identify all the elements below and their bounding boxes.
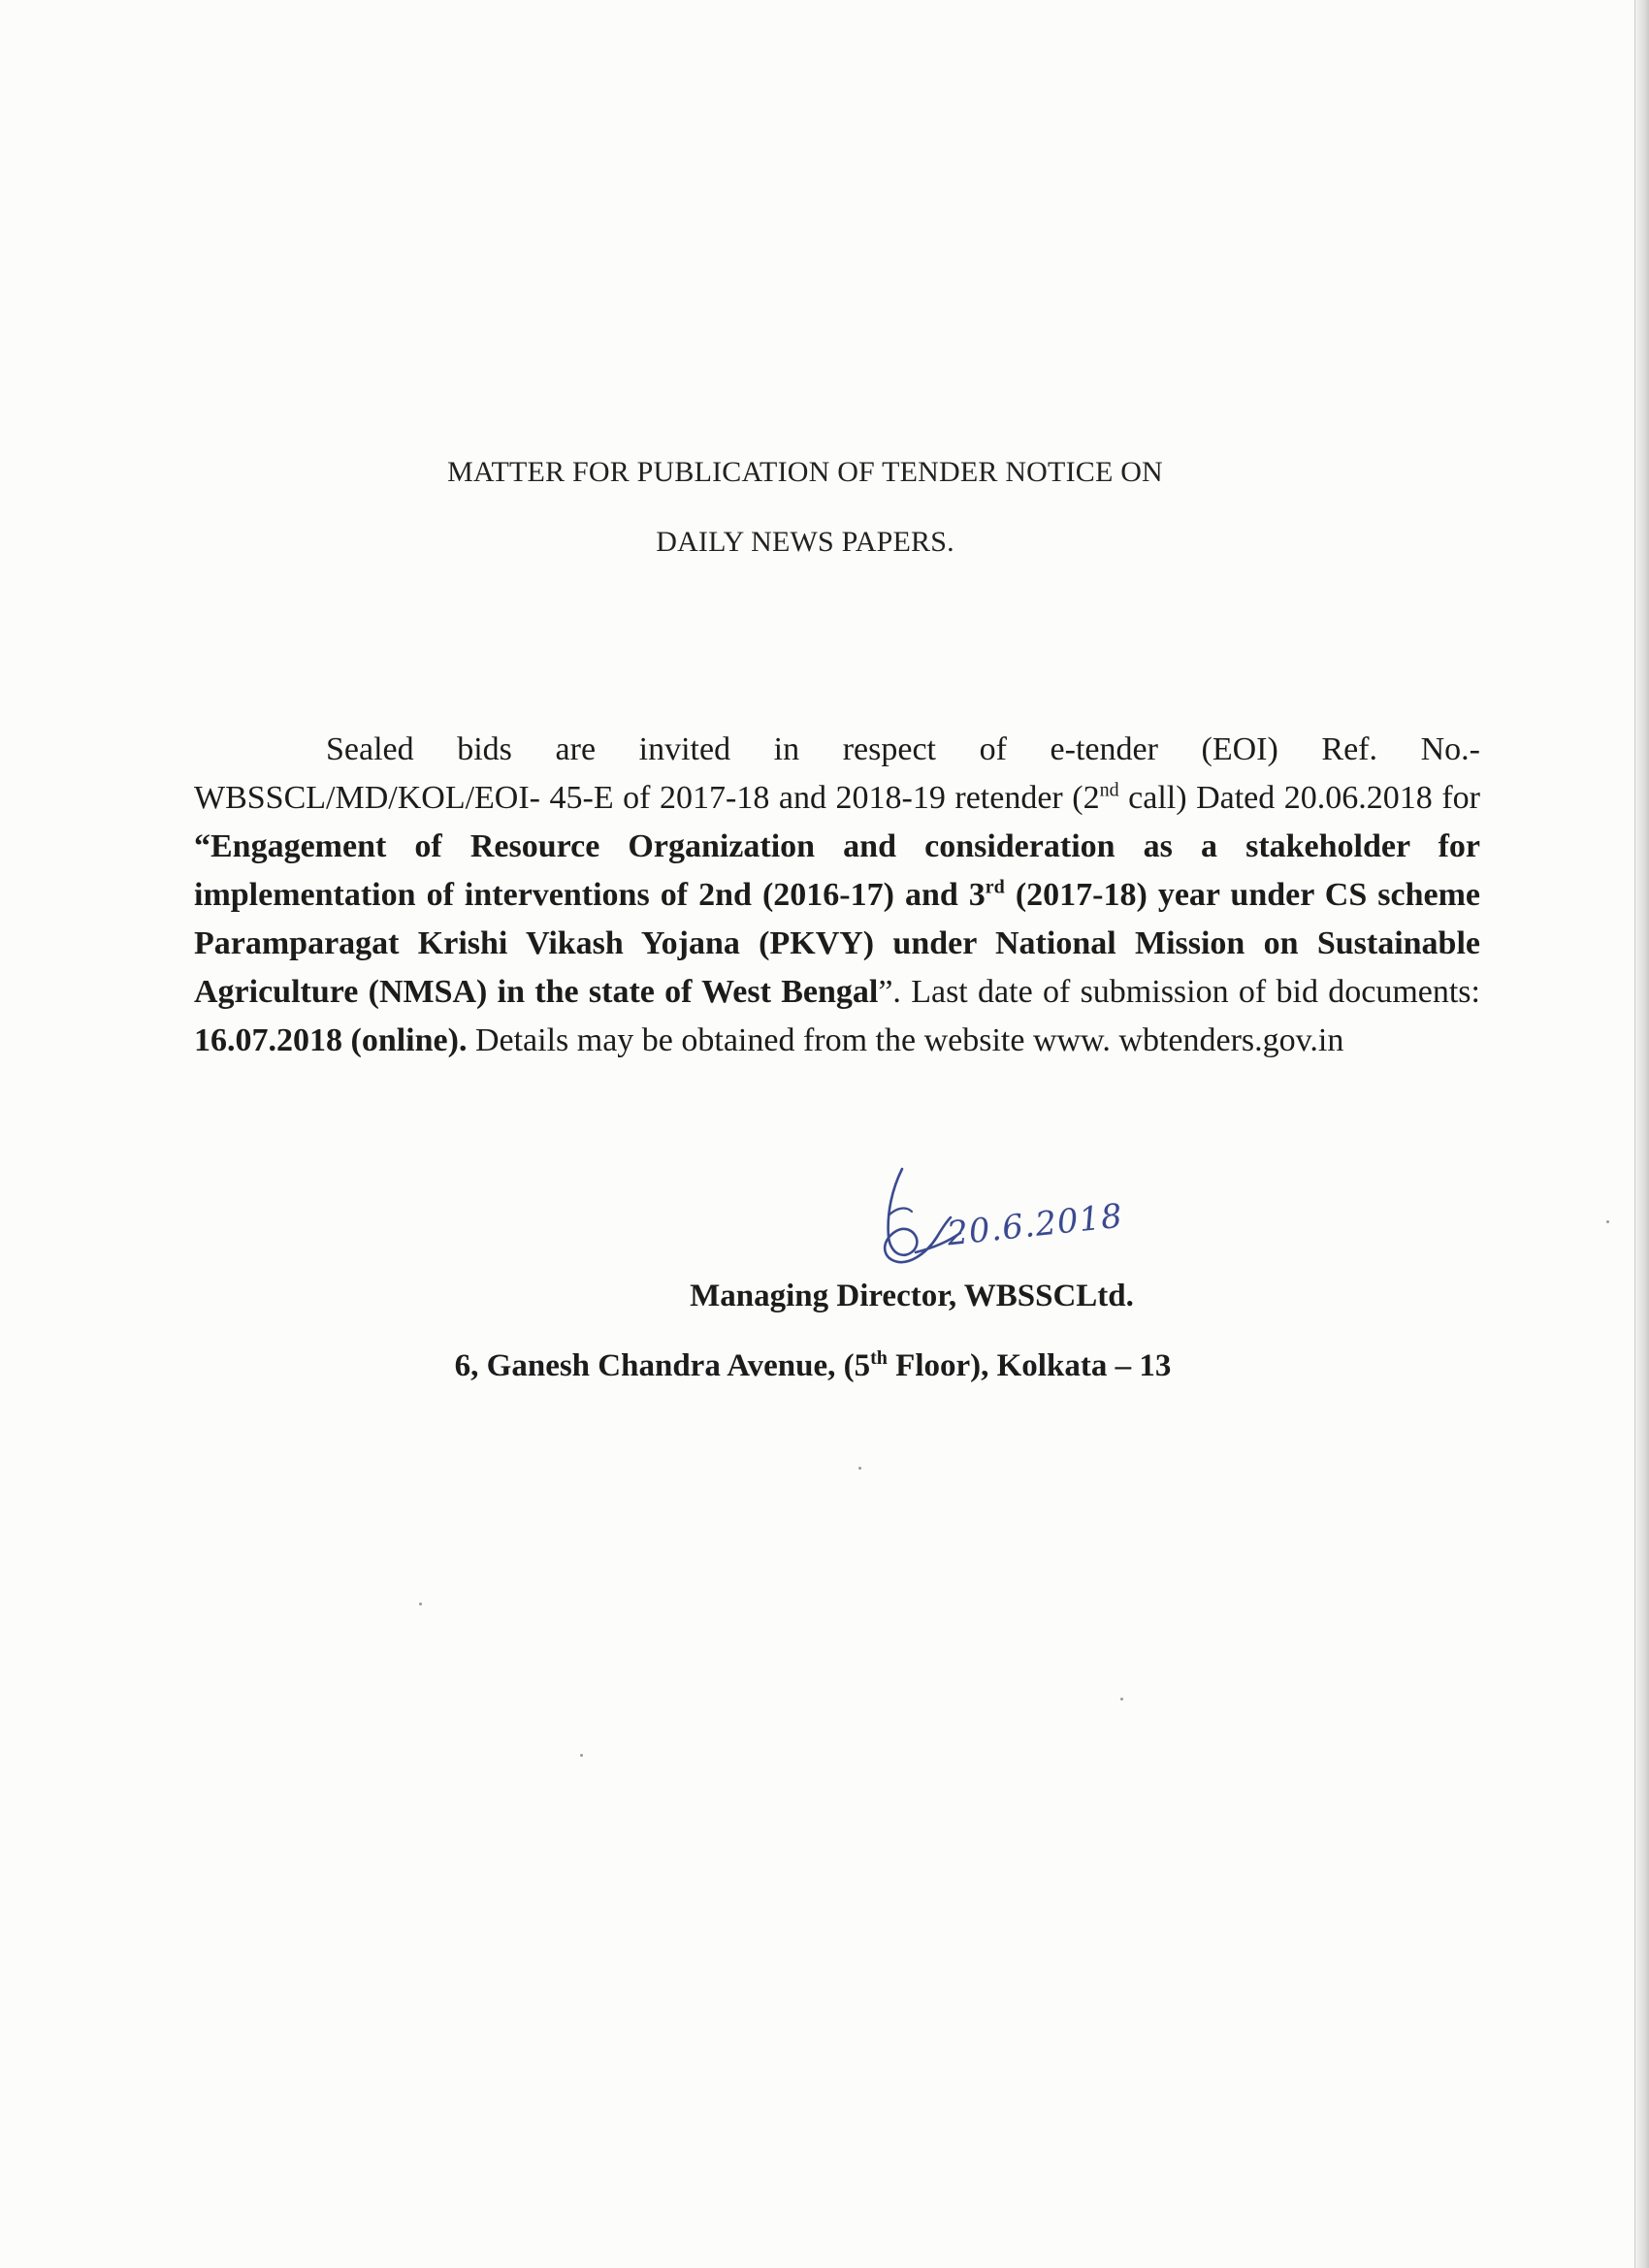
handwritten-signature — [854, 1159, 1164, 1285]
signatory-address — [0, 1348, 1637, 1384]
address-part-1: 6, Ganesh Chandra Avenue, (5 — [454, 1348, 871, 1383]
notice-bold-1: “Engagement of Resource Organization and consideration as a stakeholder for implementation of interventions of 2nd (2016-17) and 3 — [194, 828, 1480, 913]
notice-text-3: ”. Last date of submission of bid documents: — [878, 974, 1480, 1010]
signatory-title: Managing Director, WBSSCLtd. — [690, 1279, 1134, 1313]
signature-date: 20.6.2018 — [945, 1196, 1125, 1254]
notice-sup-nd: nd — [1099, 779, 1119, 801]
notice-sup-rd: rd — [985, 876, 1005, 898]
address-sup-th: th — [870, 1347, 888, 1369]
scan-speck — [858, 1467, 861, 1470]
heading-line-2: DAILY NEWS PAPERS. — [656, 526, 954, 558]
scan-speck — [1120, 1698, 1123, 1701]
notice-text-1: Sealed bids are invited in respect of e-tender (EOI) Ref. No.- WBSSCL/MD/KOL/EOI- 45-E of 2017-18 and 2018-19 retender (2 — [194, 731, 1480, 816]
notice-text-4: Details may be obtained from the website www. wbtenders.gov.in — [467, 1022, 1344, 1058]
heading-line-1: MATTER FOR PUBLICATION OF TENDER NOTICE ON — [447, 456, 1163, 488]
notice-bold-2: (2017-18) year under CS scheme Paramparagat Krishi Vikash Yojana (PKVY) under National Mission on Sustainable Agriculture (NMSA) in the state of West Bengal — [194, 877, 1480, 1010]
notice-last-date: 16.07.2018 (online). — [194, 1022, 468, 1058]
address-part-2: Floor), Kolkata – 13 — [887, 1348, 1172, 1383]
scan-speck — [1606, 1220, 1609, 1223]
scan-speck — [419, 1603, 422, 1605]
notice-text-2: call) Dated 20.06.2018 for — [1118, 780, 1480, 816]
scan-speck — [580, 1754, 583, 1757]
page-edge-shadow — [1634, 0, 1649, 2268]
tender-notice-paragraph — [194, 726, 1480, 1065]
